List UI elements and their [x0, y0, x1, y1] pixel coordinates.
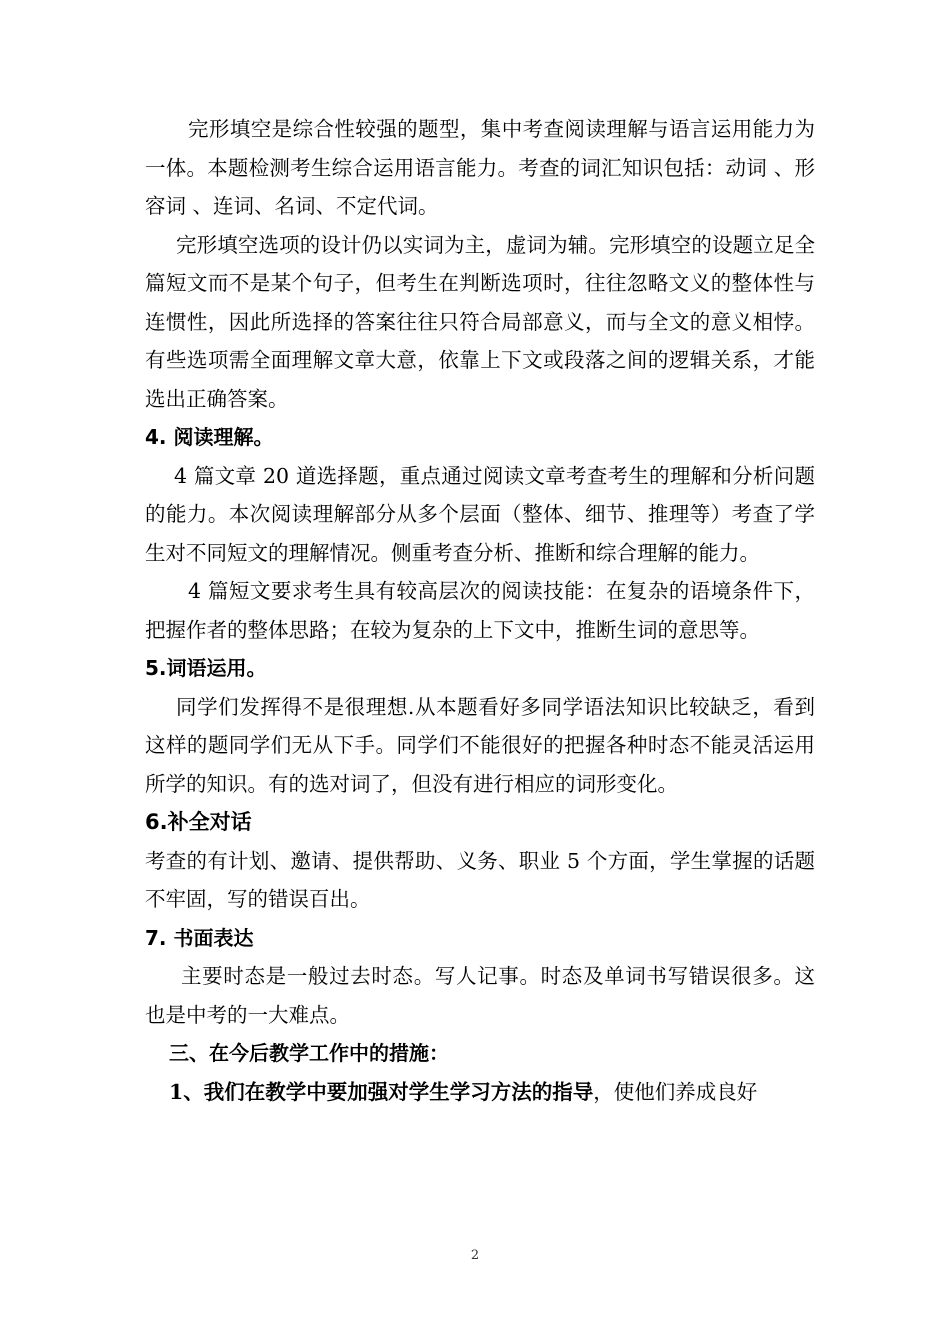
heading-word-usage: 5.词语运用。 [145, 656, 267, 680]
page-content [145, 110, 815, 1111]
measure-1-rest-text: ，使他们养成良好 [593, 1079, 758, 1104]
paragraph-written-expression: 主要时态是一般过去时态。写人记事。时态及单词书写错误很多。这也是中考的一大难点。 [145, 964, 815, 1027]
measure-1-bold-text: 1、我们在教学中要加强对学生学习方法的指导 [169, 1079, 594, 1104]
heading-written-expression: 7. 书面表达 [145, 925, 254, 950]
heading-reading-comprehension: 4. 阅读理解。 [145, 425, 274, 449]
heading-dialogue-completion: 6.补全对话 [145, 810, 252, 834]
paragraph-cloze-options: 完形填空选项的设计仍以实词为主，虚词为辅。完形填空的设题立足全篇短文而不是某个句子，但考生在判断选项时，往往忽略文义的整体性与连惯性，因此所选择的答案往往只符合局部意义，而与全文的意义相悖。有些选项需全面理解文章大意，依靠上下文或段落之间的逻辑关系，才能选出正确答案。 [145, 232, 815, 411]
paragraph-measure-1 [145, 1073, 815, 1112]
paragraph-reading-skills: 4 篇短文要求考生具有较高层次的阅读技能：在复杂的语境条件下，把握作者的整体思路；在较为复杂的上下文中，推断生词的意思等。 [145, 579, 815, 642]
paragraph-cloze-summary: 完形填空是综合性较强的题型，集中考查阅读理解与语言运用能力为一体。本题检测考生综合运用语言能力。考查的词汇知识包括：动词 、形容词 、连词、名词、不定代词。 [145, 117, 815, 218]
paragraph-word-usage: 同学们发挥得不是很理想.从本题看好多同学语法知识比较缺乏，看到这样的题同学们无从下手。同学们不能很好的把握各种时态不能灵活运用所学的知识。有的选对词了，但没有进行相应的词形变化。 [145, 694, 815, 796]
paragraph-reading-overview: 4 篇文章 20 道选择题，重点通过阅读文章考查考生的理解和分析问题的能力。本次阅读理解部分从多个层面（整体、细节、推理等）考查了学生对不同短文的理解情况。侧重考查分析、推断和综合理解的能力。 [145, 463, 815, 565]
page-number: 2 [470, 1248, 480, 1263]
heading-future-measures: 三、在今后教学工作中的措施： [169, 1041, 449, 1065]
paragraph-dialogue-completion: 考查的有计划、邀请、提供帮助、义务、职业 5 个方面，学生掌握的话题不牢固，写的错误百出。 [145, 848, 815, 911]
